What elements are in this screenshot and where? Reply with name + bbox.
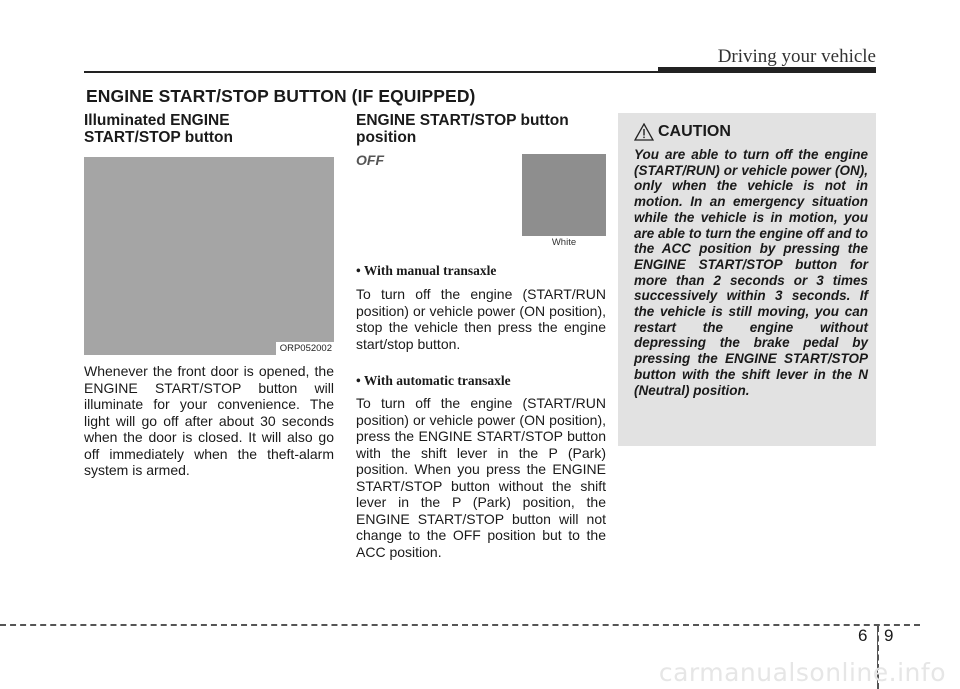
button-image-label: White xyxy=(522,236,606,250)
automatic-bullet: • With automatic transaxle xyxy=(356,373,511,388)
watermark: carmanualsonline.info xyxy=(658,658,946,687)
page-number-value: 9 xyxy=(884,626,894,645)
footer-dashed-rule xyxy=(0,624,920,626)
button-image xyxy=(522,154,606,250)
illumination-image xyxy=(84,157,334,355)
chapter-title: Driving your vehicle xyxy=(717,46,876,67)
off-label: OFF xyxy=(356,152,384,168)
caution-text: You are able to turn off the engine (START/RUN) or vehicle power (ON), only when the vehicle is not in motion. In an emergency situation while the vehicle is in motion, you are able to turn the engine off and to the ACC position by pressing the ENGINE START/STOP button for more than 2 seconds or 3 times successively within 3 seconds. If the vehicle is still moving, you can restart the engine without depressing the brake pedal by pressing the ENGINE START/STOP button with the shift lever in the N (Neutral) position. xyxy=(634,147,868,398)
section-title: ENGINE START/STOP BUTTON (IF EQUIPPED) xyxy=(86,86,476,106)
caution-title: CAUTION xyxy=(658,123,731,140)
middle-heading-text: ENGINE START/STOP button position xyxy=(356,112,569,146)
middle-heading xyxy=(356,112,606,146)
chapter-number: 6 xyxy=(858,626,868,645)
warning-triangle-icon xyxy=(634,123,654,141)
manual-paragraph: To turn off the engine (START/RUN position) or vehicle power (ON position), stop the vehicle then press the engine start/stop button. xyxy=(356,286,606,352)
image-code: ORP052002 xyxy=(276,342,334,355)
header-rule-thin xyxy=(84,71,658,73)
manual-bullet: • With manual transaxle xyxy=(356,263,497,278)
left-heading-text: Illuminated ENGINE START/STOP button xyxy=(84,112,233,146)
header-rule-thick xyxy=(658,67,876,73)
automatic-paragraph: To turn off the engine (START/RUN position) or vehicle power (ON position), press the ENGINE START/STOP button with the shift lever in the P (Park) position. When you press the ENGINE START/STOP button without the shift lever in the P (Park) position, the ENGINE START/STOP button will not change to the OFF position but to the ACC position. xyxy=(356,395,606,560)
left-paragraph: Whenever the front door is opened, the ENGINE START/STOP button will illuminate for your convenience. The light will go off after about 30 seconds when the door is closed. It will also go off immediately when the theft-alarm system is armed. xyxy=(84,363,334,478)
caution-box xyxy=(618,113,876,446)
left-heading xyxy=(84,112,334,146)
caution-header xyxy=(634,123,731,141)
